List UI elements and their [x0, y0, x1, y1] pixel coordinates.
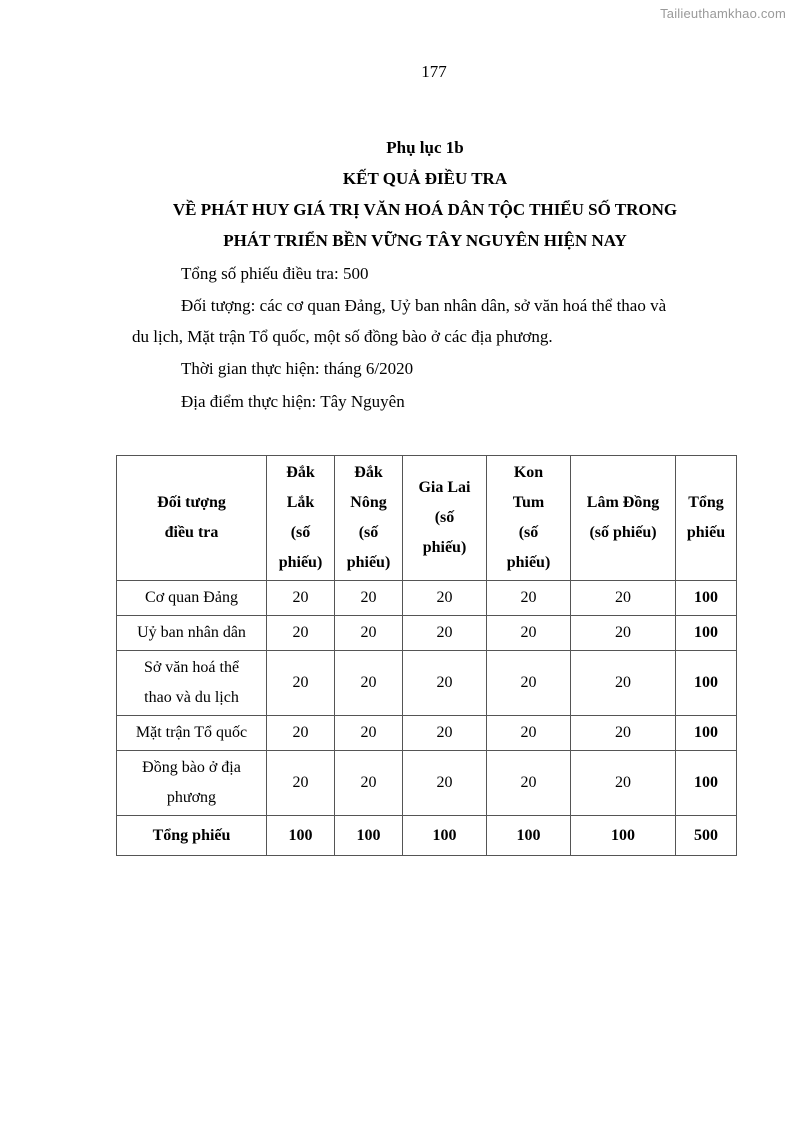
cell-value: 20 [487, 751, 571, 816]
table-row [117, 651, 737, 716]
report-subtitle-line1: VỀ PHÁT HUY GIÁ TRỊ VĂN HOÁ DÂN TỘC THIỂU SỐ TRONG [172, 200, 678, 219]
total-surveys: Tổng số phiếu điều tra: 500 [181, 264, 369, 283]
cell-value: 20 [487, 616, 571, 651]
cell-value: 20 [267, 716, 335, 751]
header-subject: Đối tượng điều tra [117, 456, 267, 581]
cell-value: 20 [403, 616, 487, 651]
cell-value: 20 [487, 651, 571, 716]
column-total: 100 [403, 816, 487, 856]
row-total: 100 [676, 616, 737, 651]
table-row [117, 581, 737, 616]
watermark: Tailieuthamkhao.com [660, 6, 786, 21]
survey-place: Địa điểm thực hiện: Tây Nguyên [181, 392, 405, 411]
row-label: Uỷ ban nhân dân [117, 616, 267, 651]
row-label: Sở văn hoá thể thao và du lịch [117, 651, 267, 716]
cell-value: 20 [403, 716, 487, 751]
header-dak-nong: Đắk Nông (số phiếu) [335, 456, 403, 581]
survey-time: Thời gian thực hiện: tháng 6/2020 [181, 359, 414, 378]
row-label: Mặt trận Tổ quốc [117, 716, 267, 751]
cell-value: 20 [267, 751, 335, 816]
cell-value: 20 [335, 651, 403, 716]
cell-value: 20 [267, 651, 335, 716]
row-total: 100 [676, 651, 737, 716]
cell-value: 20 [571, 651, 676, 716]
grand-total: 500 [676, 816, 737, 856]
row-total: 100 [676, 716, 737, 751]
cell-value: 20 [571, 616, 676, 651]
row-label: Cơ quan Đảng [117, 581, 267, 616]
totals-label: Tổng phiếu [117, 816, 267, 856]
table-row [117, 751, 737, 816]
row-total: 100 [676, 581, 737, 616]
cell-value: 20 [487, 581, 571, 616]
row-total: 100 [676, 751, 737, 816]
cell-value: 20 [267, 581, 335, 616]
table-row [117, 716, 737, 751]
subjects-line2: du lịch, Mặt trận Tổ quốc, một số đồng bào ở các địa phương. [132, 327, 553, 346]
cell-value: 20 [403, 751, 487, 816]
row-label: Đồng bào ở địa phương [117, 751, 267, 816]
header-dak-lak: Đắk Lắk (số phiếu) [267, 456, 335, 581]
column-total: 100 [487, 816, 571, 856]
cell-value: 20 [571, 581, 676, 616]
column-total: 100 [335, 816, 403, 856]
header-kon-tum: Kon Tum (số phiếu) [487, 456, 571, 581]
report-subtitle-line2: PHÁT TRIỂN BỀN VỮNG TÂY NGUYÊN HIỆN NAY [223, 231, 627, 250]
table-header-row [117, 456, 737, 581]
header-lam-dong: Lâm Đồng (số phiếu) [571, 456, 676, 581]
column-total: 100 [267, 816, 335, 856]
cell-value: 20 [571, 716, 676, 751]
cell-value: 20 [403, 651, 487, 716]
header-total: Tổng phiếu [676, 456, 737, 581]
report-title: KẾT QUẢ ĐIỀU TRA [342, 169, 508, 188]
totals-row [117, 816, 737, 856]
cell-value: 20 [335, 581, 403, 616]
cell-value: 20 [335, 751, 403, 816]
cell-value: 20 [267, 616, 335, 651]
cell-value: 20 [335, 716, 403, 751]
survey-table [116, 455, 737, 856]
subjects-line1: Đối tượng: các cơ quan Đảng, Uỷ ban nhân dân, sở văn hoá thể thao và [181, 296, 667, 315]
header-gia-lai: Gia Lai (số phiếu) [403, 456, 487, 581]
cell-value: 20 [487, 716, 571, 751]
page-number: 177 [421, 62, 447, 81]
cell-value: 20 [335, 616, 403, 651]
column-total: 100 [571, 816, 676, 856]
cell-value: 20 [571, 751, 676, 816]
table-row [117, 616, 737, 651]
appendix-title: Phụ lục 1b [386, 138, 464, 157]
cell-value: 20 [403, 581, 487, 616]
